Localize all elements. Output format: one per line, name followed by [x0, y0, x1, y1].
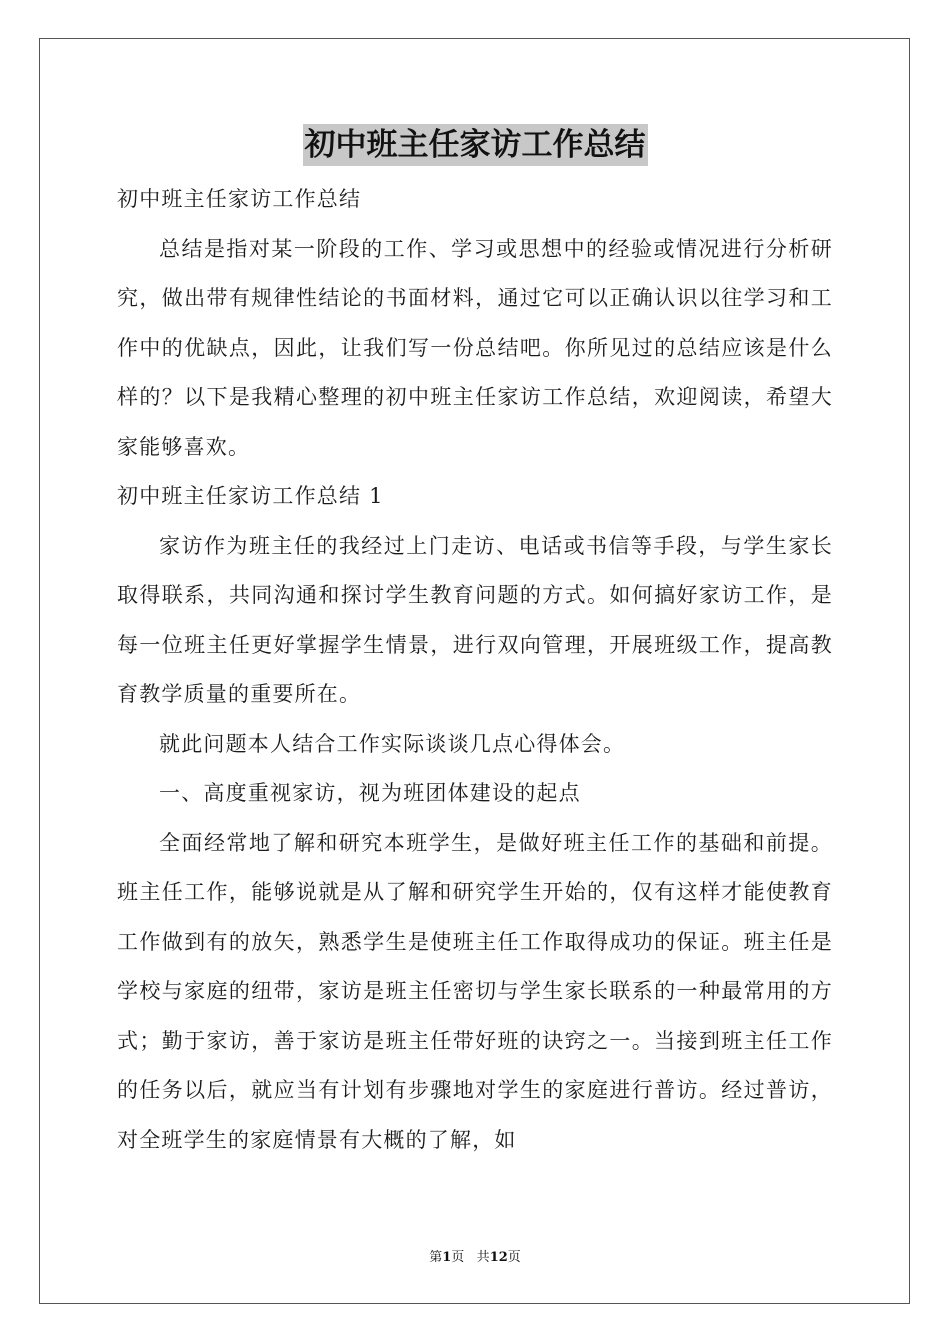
- point-heading: 一、高度重视家访，视为班团体建设的起点: [159, 781, 581, 805]
- section-heading: 初中班主任家访工作总结 1: [117, 484, 384, 508]
- document-body: [117, 175, 833, 1165]
- total-page-count: 12: [489, 1250, 508, 1265]
- current-page-number: 1: [442, 1250, 452, 1265]
- page-label-suffix: 页: [451, 1250, 465, 1265]
- total-label-prefix: 共: [476, 1250, 490, 1265]
- page-footer: [0, 1246, 950, 1265]
- body-paragraph: 家访作为班主任的我经过上门走访、电话或书信等手段，与学生家长取得联系，共同沟通和探讨学生教育问题的方式。如何搞好家访工作，是每一位班主任更好掌握学生情景，进行双向管理，开展班级工作，提高教育教学质量的重要所在。: [117, 533, 833, 706]
- subtitle-paragraph: 初中班主任家访工作总结: [117, 187, 362, 211]
- body-paragraph: 就此问题本人结合工作实际谈谈几点心得体会。: [159, 731, 626, 756]
- body-paragraph: 全面经常地了解和研究本班学生，是做好班主任工作的基础和前提。班主任工作，能够说就是从了解和研究学生开始的，仅有这样才能使教育工作做到有的放矢，熟悉学生是使班主任工作取得成功的保证。班主任是学校与家庭的纽带，家访是班主任密切与学生家长联系的一种最常用的方式；勤于家访，善于家访是班主任带好班的诀窍之一。当接到班主任工作的任务以后，就应当有计划有步骤地对学生的家庭进行普访。经过普访，对全班学生的家庭情景有大概的了解，如: [117, 830, 833, 1152]
- document-title: 初中班主任家访工作总结: [303, 124, 648, 166]
- intro-paragraph: 总结是指对某一阶段的工作、学习或思想中的经验或情况进行分析研究，做出带有规律性结论的书面材料，通过它可以正确认识以往学习和工作中的优缺点，因此，让我们写一份总结吧。你所见过的总结应该是什么样的？以下是我精心整理的初中班主任家访工作总结，欢迎阅读，希望大家能够喜欢。: [117, 236, 833, 459]
- page-label-prefix: 第: [429, 1250, 443, 1265]
- title-container: [0, 124, 950, 166]
- total-label-suffix: 页: [507, 1250, 521, 1265]
